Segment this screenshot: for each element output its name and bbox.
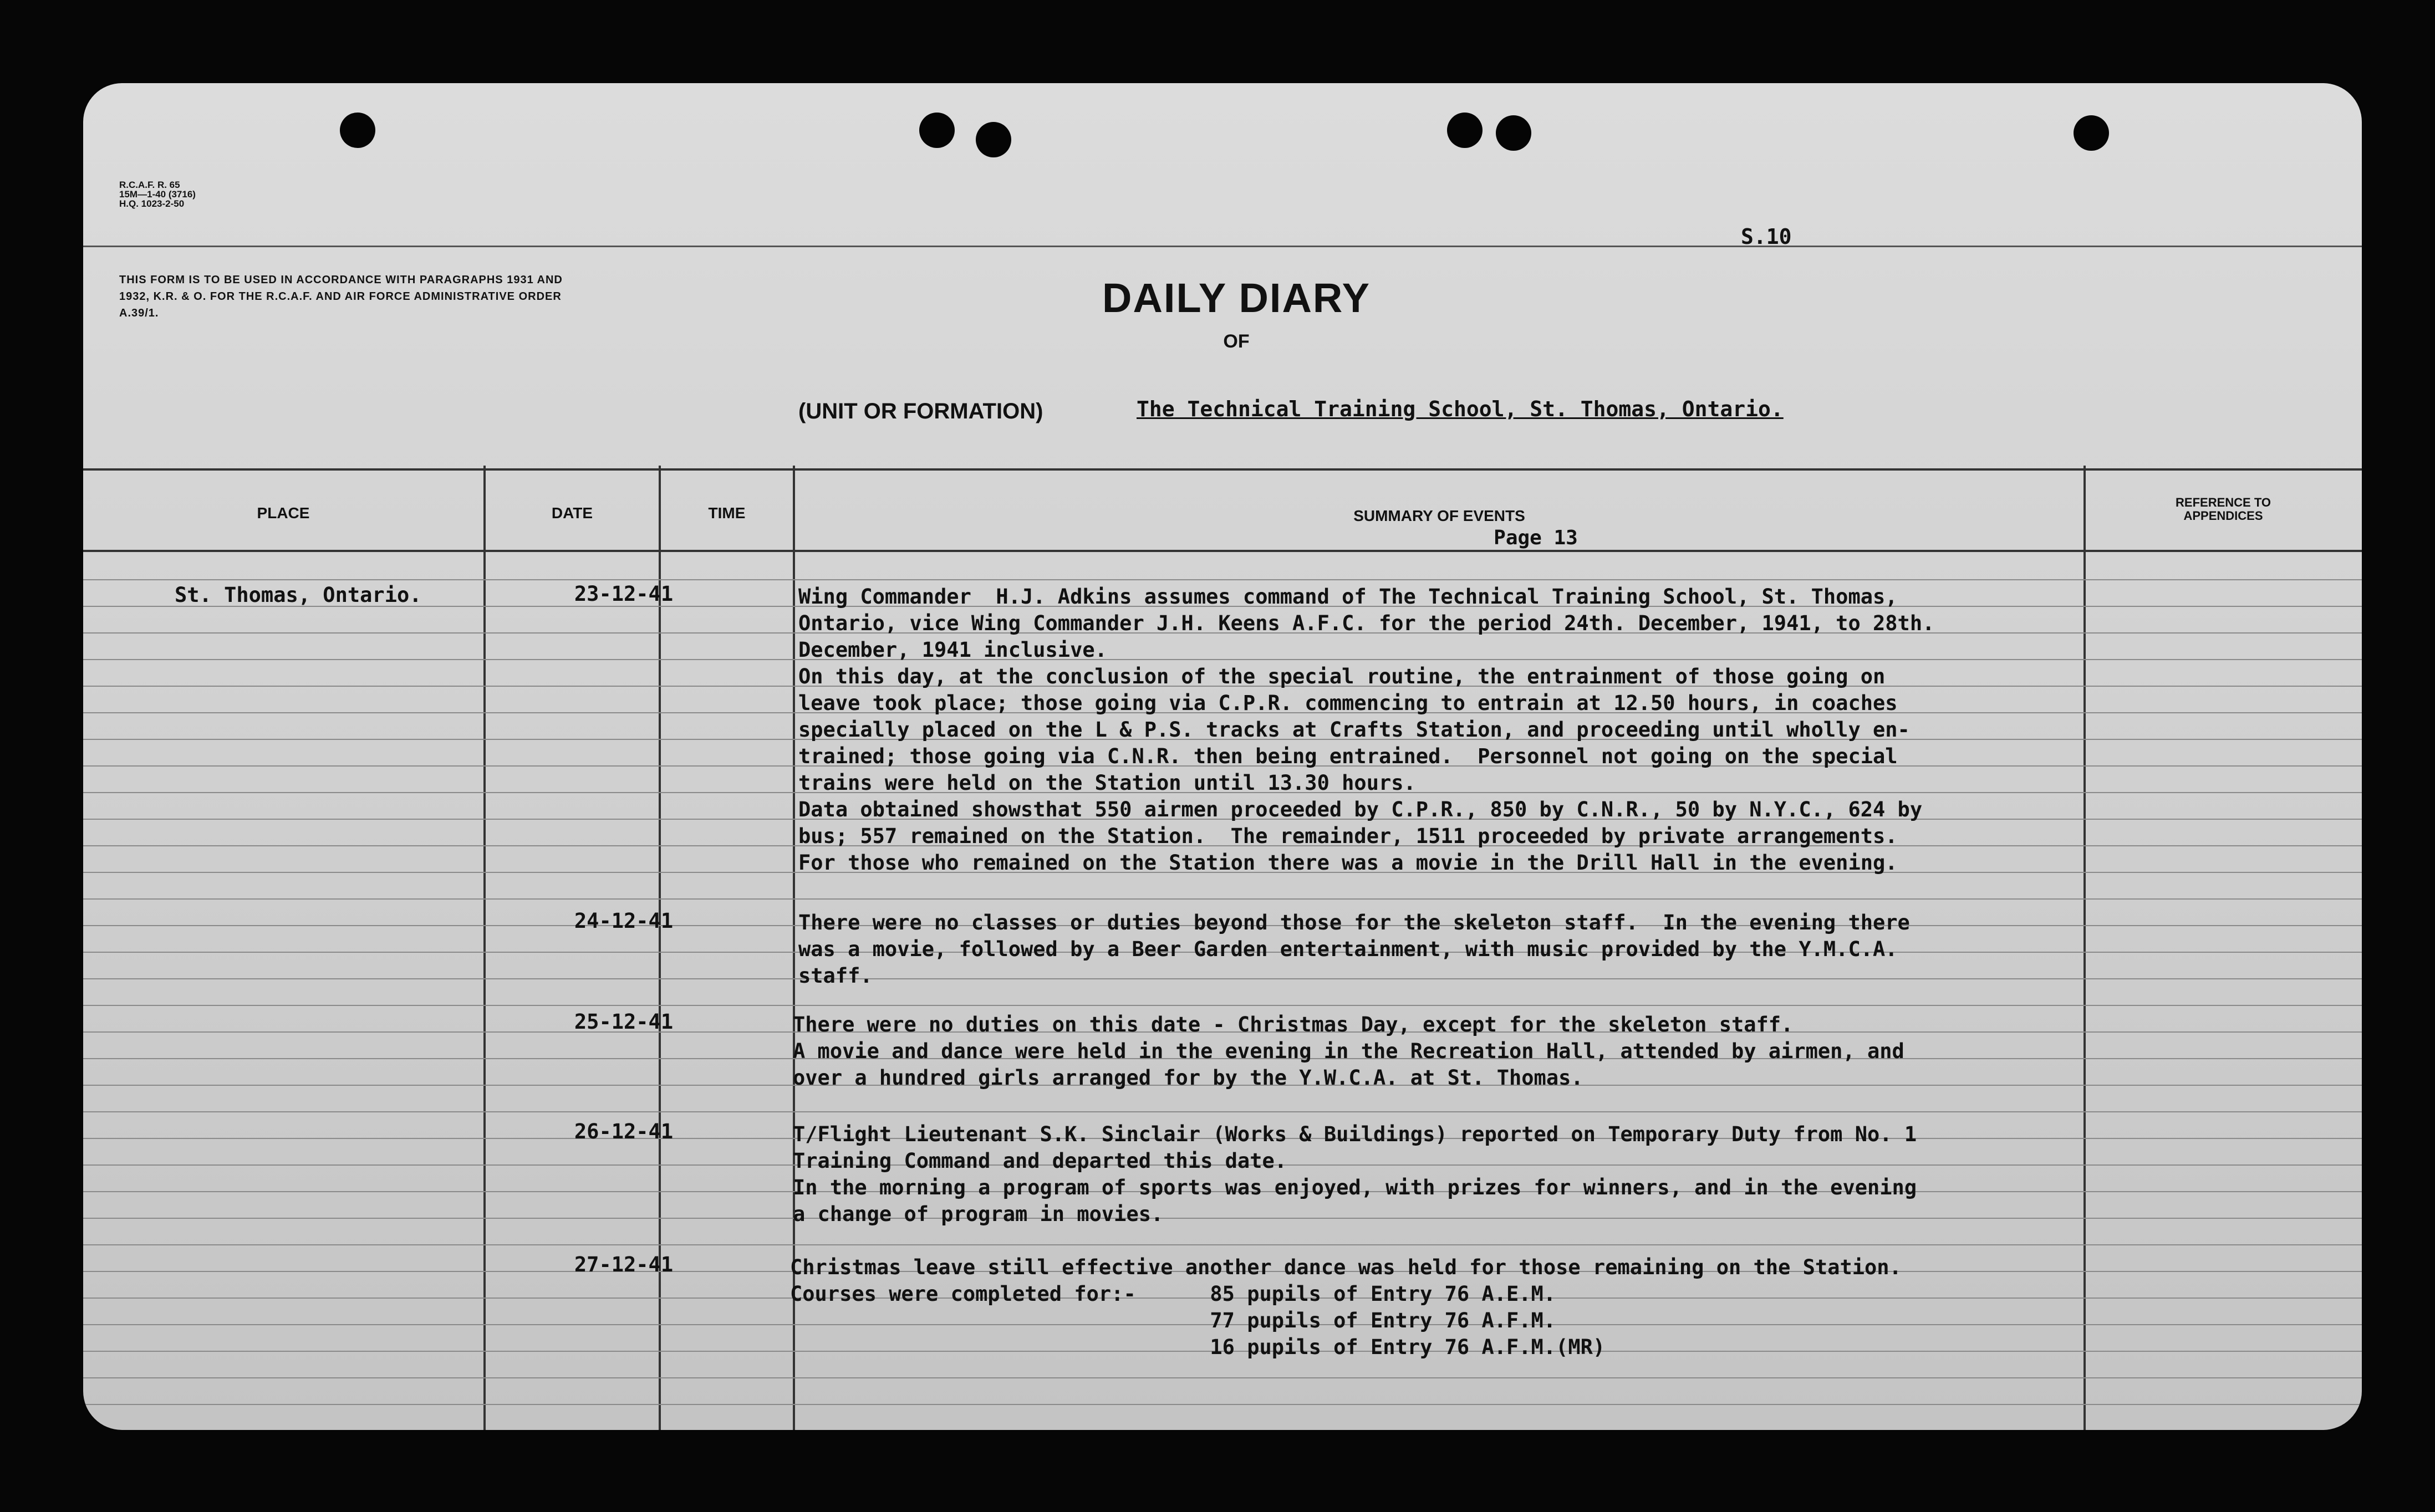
column-header-summary: SUMMARY OF EVENTS xyxy=(1353,507,1525,524)
title-of: OF xyxy=(1223,331,1250,352)
table-top-rule xyxy=(83,468,2362,471)
summary-line: trained; those going via C.N.R. then being entrained. Personnel not going on the special xyxy=(798,744,1898,768)
unit-value: The Technical Training School, St. Thomas, Ontario. xyxy=(1137,397,1784,421)
summary-line: There were no classes or duties beyond those for the skeleton staff. In the evening there xyxy=(798,911,1910,934)
summary-line: In the morning a program of sports was enjoyed, with prizes for winners, and in the evening xyxy=(793,1176,1917,1199)
column-header-place: PLACE xyxy=(257,504,310,522)
ruled-line xyxy=(83,1005,2362,1006)
summary-line: Christmas leave still effective another dance was held for those remaining on the Station. xyxy=(790,1255,1902,1279)
summary-line: trains were held on the Station until 13.30 hours. xyxy=(798,771,1416,795)
summary-line: Data obtained showsthat 550 airmen proceeded by C.P.R., 850 by C.N.R., 50 by N.Y.C., 624 by xyxy=(798,798,1923,821)
summary-line: specially placed on the L & P.S. tracks at Crafts Station, and proceeding until wholly en- xyxy=(798,718,1910,742)
page-number: Page 13 xyxy=(1494,527,1578,549)
ruled-line xyxy=(83,659,2362,660)
table-header-rule xyxy=(83,550,2362,552)
place-cell: St. Thomas, Ontario. xyxy=(175,583,422,607)
summary-line: December, 1941 inclusive. xyxy=(798,638,1107,662)
ruled-line xyxy=(83,1244,2362,1245)
summary-line: Courses were completed for:- 85 pupils of Entry 76 A.E.M. xyxy=(790,1282,1556,1306)
punch-hole xyxy=(1447,113,1483,148)
summary-line: staff. xyxy=(798,964,873,988)
punch-hole xyxy=(919,113,955,148)
form-code xyxy=(119,180,196,208)
column-divider xyxy=(2083,466,2086,1430)
column-divider xyxy=(659,466,661,1430)
summary-line: 16 pupils of Entry 76 A.F.M.(MR) xyxy=(790,1335,1606,1359)
entry-date: 27-12-41 xyxy=(574,1253,674,1276)
summary-line: For those who remained on the Station there was a movie in the Drill Hall in the evening. xyxy=(798,851,1898,875)
summary-line: a change of program in movies. xyxy=(793,1202,1164,1226)
header-rule xyxy=(83,246,2362,247)
ruled-line xyxy=(83,1404,2362,1405)
column-header-reference: REFERENCE TO APPENDICES xyxy=(2176,496,2271,523)
summary-line: leave took place; those going via C.P.R. commencing to entrain at 12.50 hours, in coaches xyxy=(798,691,1898,715)
entry-date: 24-12-41 xyxy=(574,909,674,933)
form-code-line: R.C.A.F. R. 65 xyxy=(119,180,180,190)
punch-hole xyxy=(976,122,1011,157)
column-divider xyxy=(483,466,486,1430)
form-note: THIS FORM IS TO BE USED IN ACCORDANCE WITH PARAGRAPHS 1931 AND 1932, K.R. & O. FOR THE R.C.A.F. AND AIR FORCE ADMINISTRATIVE ORDER A.39/1. xyxy=(119,274,563,319)
summary-line: bus; 557 remained on the Station. The remainder, 1511 proceeded by private arrangements. xyxy=(798,824,1898,848)
summary-line: over a hundred girls arranged for by the Y.W.C.A. at St. Thomas. xyxy=(793,1066,1583,1090)
summary-line: There were no duties on this date - Christmas Day, except for the skeleton staff. xyxy=(793,1013,1794,1036)
entry-date: 26-12-41 xyxy=(574,1120,674,1143)
punch-hole xyxy=(2074,115,2109,151)
ruled-line xyxy=(83,1218,2362,1219)
serial-number: S.10 xyxy=(1741,224,1792,249)
summary-line: On this day, at the conclusion of the special routine, the entrainment of those going on xyxy=(798,665,1886,688)
form-code-line: 15M—1-40 (3716) xyxy=(119,189,196,200)
summary-line: Ontario, vice Wing Commander J.H. Keens A.F.C. for the period 24th. December, 1941, to 28th. xyxy=(798,611,1935,635)
punch-hole xyxy=(340,113,375,148)
summary-line: was a movie, followed by a Beer Garden entertainment, with music provided by the Y.M.C.A. xyxy=(798,937,1898,961)
diary-card xyxy=(83,83,2362,1430)
entry-date: 25-12-41 xyxy=(574,1010,674,1034)
unit-label: (UNIT OR FORMATION) xyxy=(798,399,1043,423)
ruled-line xyxy=(83,898,2362,900)
punch-hole xyxy=(1496,115,1531,151)
summary-line: T/Flight Lieutenant S.K. Sinclair (Works & Buildings) reported on Temporary Duty from No. 1 xyxy=(793,1122,1917,1146)
entry-date: 23-12-41 xyxy=(574,582,674,606)
page-title: DAILY DIARY xyxy=(1102,275,1371,321)
ruled-line xyxy=(83,579,2362,580)
ruled-line xyxy=(83,1111,2362,1112)
summary-line: A movie and dance were held in the evening in the Recreation Hall, attended by airmen, and xyxy=(793,1039,1904,1063)
ruled-line xyxy=(83,1377,2362,1378)
summary-line: Training Command and departed this date. xyxy=(793,1149,1287,1173)
column-header-time: TIME xyxy=(708,504,746,522)
column-header-date: DATE xyxy=(551,504,593,522)
summary-line: 77 pupils of Entry 76 A.F.M. xyxy=(790,1309,1556,1332)
form-code-line: H.Q. 1023-2-50 xyxy=(119,198,185,209)
summary-line: Wing Commander H.J. Adkins assumes command of The Technical Training School, St. Thomas, xyxy=(798,585,1898,609)
ruled-line xyxy=(83,978,2362,979)
